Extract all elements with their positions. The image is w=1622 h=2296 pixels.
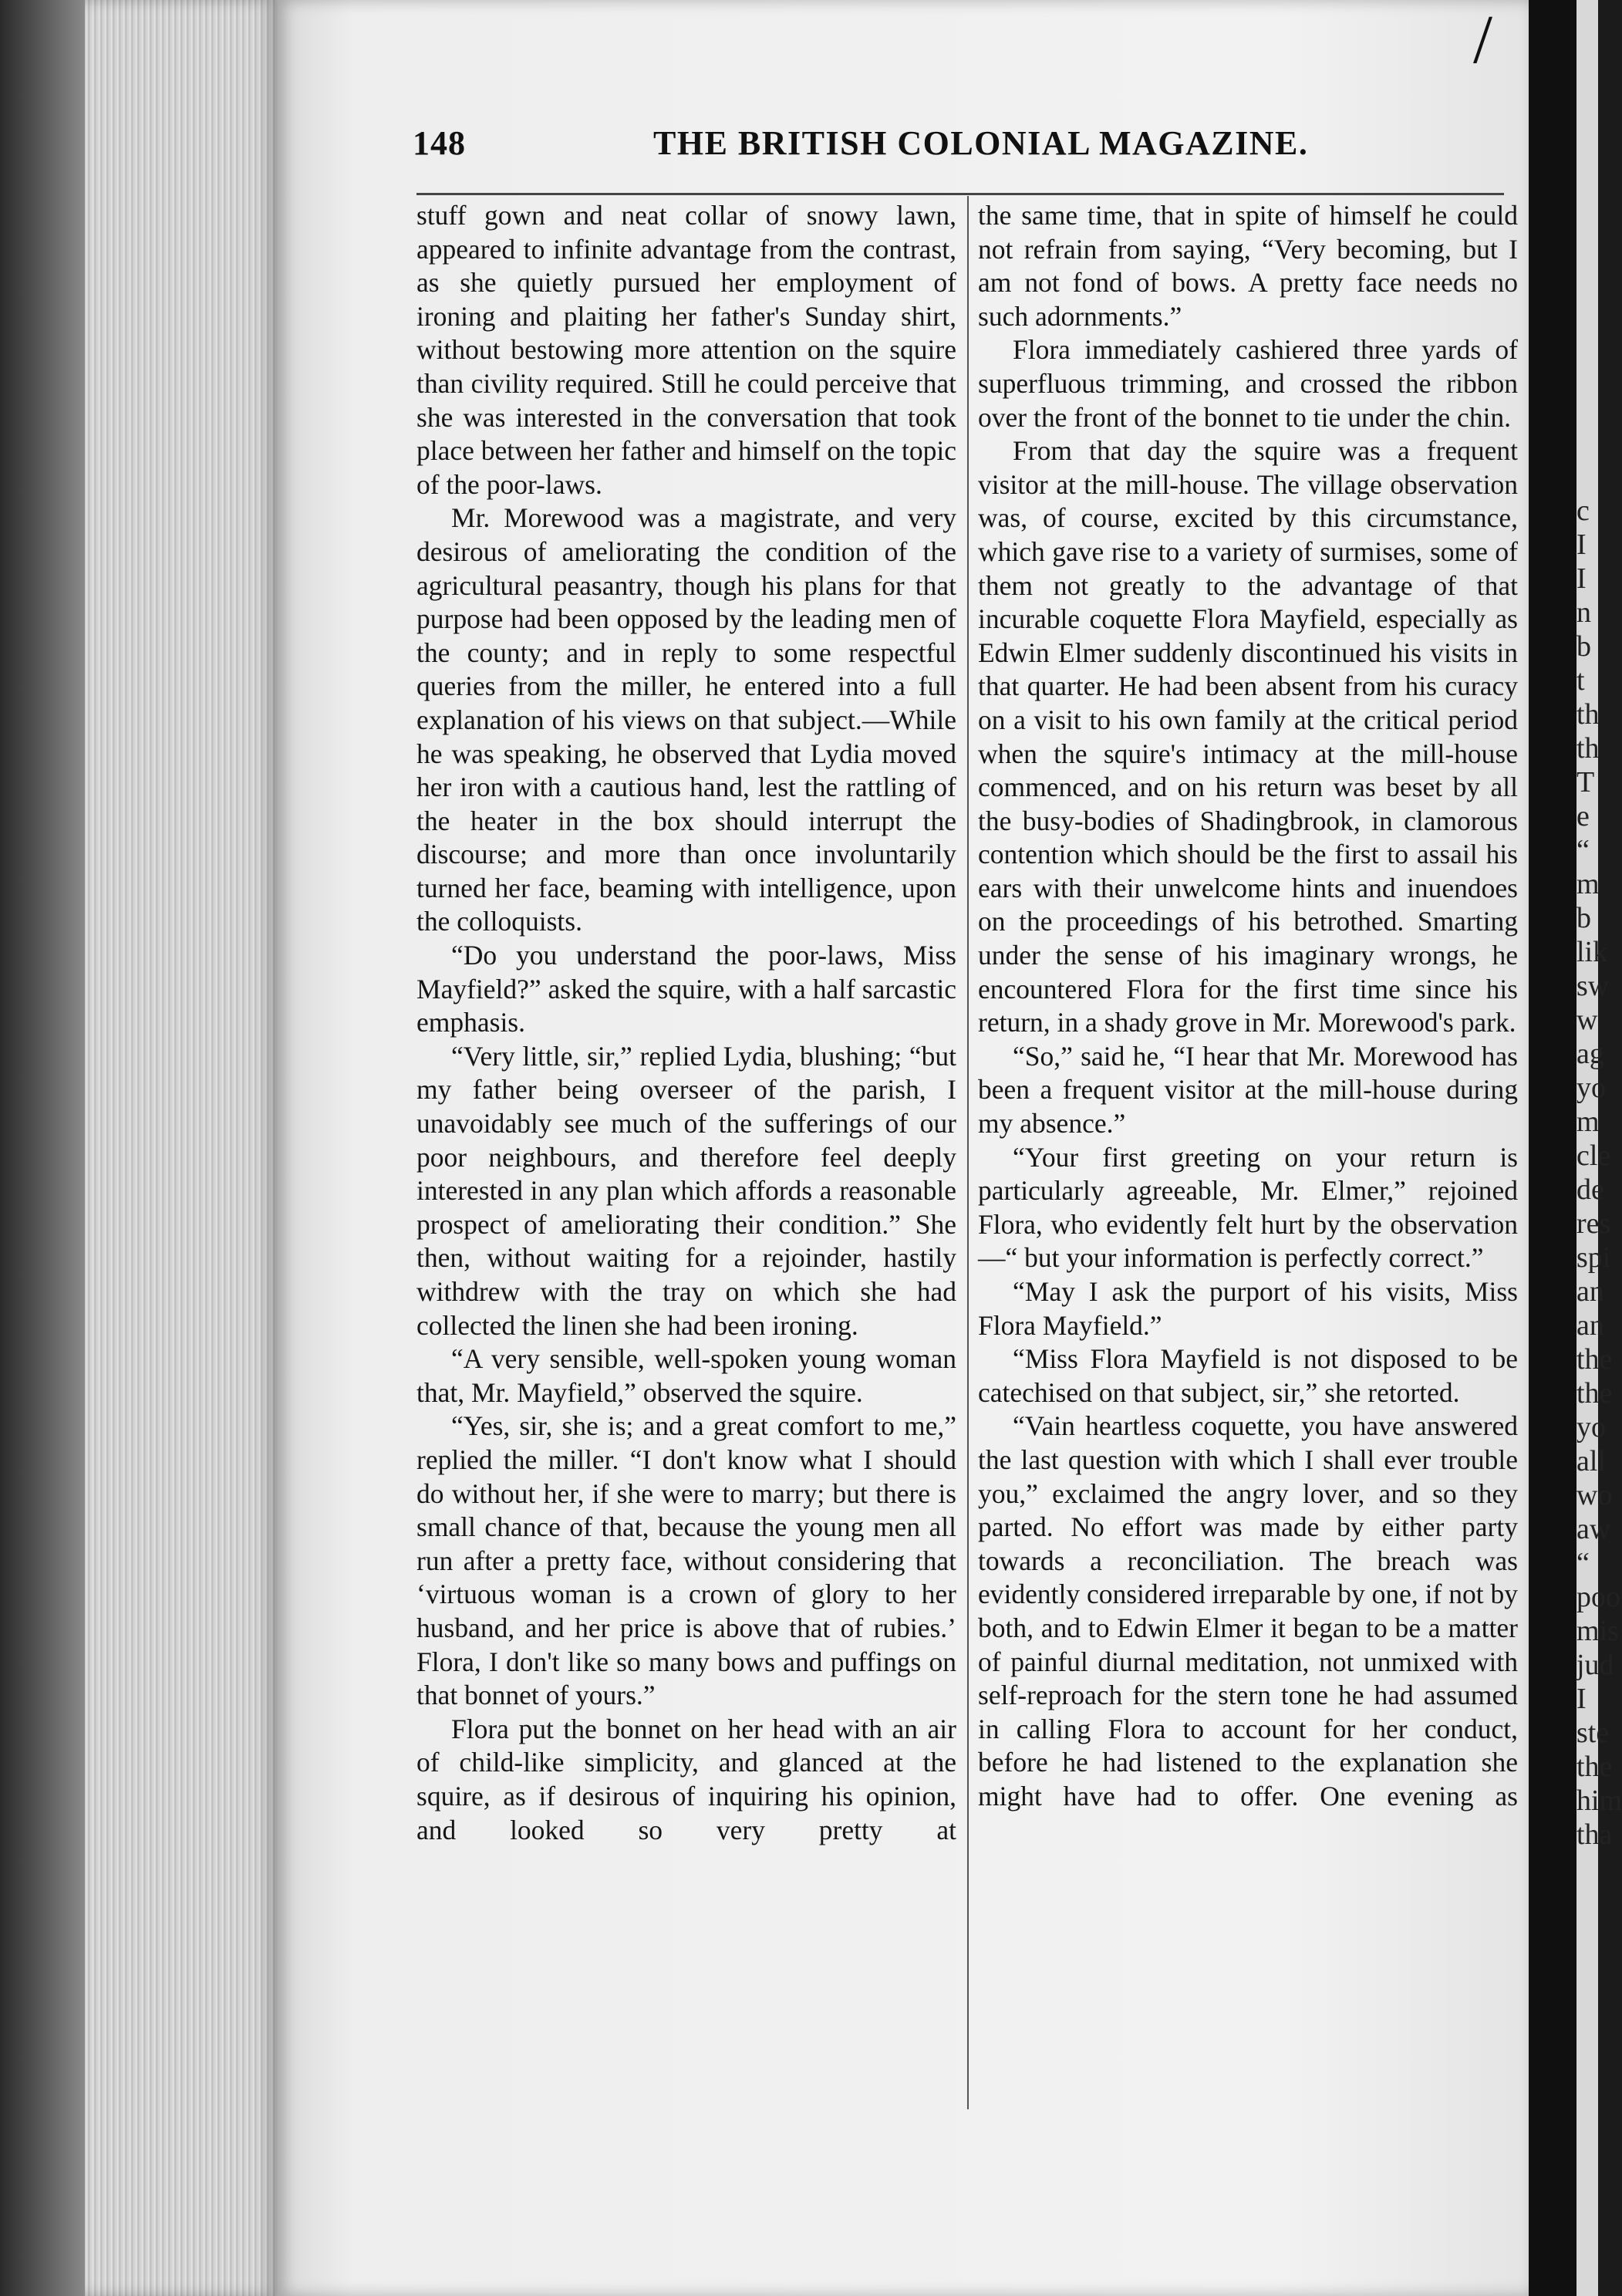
magazine-title: THE BRITISH COLONIAL MAGAZINE.	[653, 124, 1309, 162]
paragraph: Mr. Morewood was a magistrate, and very desirous of ameliorating the condition of the agricultural peasantry, though his plans for that purpose had been opposed by the leading men of the county; and in reply to some respectful queries from the miller, he entered into a full explanation of his views on that subject.—While he was speaking, he observed that Lydia moved her iron with a cautious hand, lest the rattling of the heater in the box should interrupt the discourse; and more than once involuntarily turned her face, beaming with intelligence, upon the colloquists.	[416, 502, 956, 937]
facing-page-fragment: “	[1576, 834, 1590, 866]
facing-page-fragment: the	[1576, 1751, 1613, 1783]
facing-page-fragment: all	[1576, 1445, 1606, 1477]
right-column	[978, 199, 1518, 1814]
facing-page-fragment: e	[1576, 800, 1590, 832]
facing-page-fragment: ste	[1576, 1717, 1610, 1749]
paragraph: “Miss Flora Mayfield is not disposed to be catechised on that subject, sir,” she retorted.	[978, 1343, 1518, 1408]
left-column	[416, 199, 956, 1847]
facing-page-fragment: th	[1576, 698, 1600, 731]
facing-page-fragment: sw	[1576, 970, 1610, 1002]
facing-page-fragment: yo	[1576, 1072, 1606, 1104]
facing-page-fragment: “	[1576, 1547, 1590, 1579]
facing-page-fragment: t	[1576, 664, 1585, 697]
facing-page-fragment: m	[1576, 868, 1600, 900]
facing-page-fragment: c	[1576, 495, 1590, 527]
facing-page-fragment: w	[1576, 1004, 1598, 1036]
facing-page-fragment: yo	[1576, 1411, 1606, 1443]
paragraph: “Very little, sir,” replied Lydia, blushing; “but my father being overseer of the parish, I unavoidably see much of the sufferings of our poor neighbours, and therefore feel deeply interested in any plan which affords a reasonable prospect of ameliorating their condition.” She then, without waiting for a rejoinder, hastily withdrew with the tray on which she had collected the linen she had been ironing.	[416, 1040, 956, 1341]
facing-page-fragment: de	[1576, 1173, 1604, 1206]
paragraph: From that day the squire was a frequent visitor at the mill-house. The village observation was, of course, excited by this circumstance, which gave rise to a variety of surmises, some of them not greatly to the advantage of that incurable coquette Flora Mayfield, especially as Edwin Elmer suddenly discontinued his visits in that quarter. He had been absent from his curacy on a visit to his own family at the critical period when the squire's intimacy at the mill-house commenced, and on his return was beset by all the busy-bodies of Shadingbrook, in clamorous contention which should be the first to assail his ears with their unwelcome hints and inuendoes on the proceedings of his betrothed. Smarting under the sense of his imaginary wrongs, he encountered Flora for the first time since his return, in a shady grove in Mr. Morewood's park.	[978, 435, 1518, 1038]
facing-page-fragment: spi	[1576, 1241, 1611, 1274]
facing-page-fragment: T	[1576, 766, 1595, 799]
running-header	[413, 123, 1508, 170]
facing-page-fragment: th	[1576, 732, 1600, 765]
facing-page-fragment: ag	[1576, 1038, 1604, 1070]
facing-page-fragment: res	[1576, 1207, 1611, 1240]
paragraph: “Do you understand the poor-laws, Miss Mayfield?” asked the squire, with a half sarcastic emphasis.	[416, 940, 956, 1038]
facing-page-fragment: I	[1576, 1683, 1587, 1715]
facing-page-fragment: n	[1576, 596, 1591, 629]
column-divider	[967, 196, 969, 2109]
facing-page-fragment: I	[1576, 562, 1587, 595]
facing-page-fragment: aw	[1576, 1513, 1611, 1545]
paragraph: “So,” said he, “I hear that Mr. Morewood has been a frequent visitor at the mill-house during my absence.”	[978, 1040, 1518, 1140]
facing-page-fragment: b	[1576, 630, 1591, 663]
paragraph: “Your first greeting on your return is particularly agreeable, Mr. Elmer,” rejoined Flora, who evidently felt hurt by the observation—“ but your information is perfectly correct.”	[978, 1141, 1518, 1274]
paragraph: “May I ask the purport of his visits, Miss Flora Mayfield.”	[978, 1276, 1518, 1341]
facing-page-fragment: tha	[1576, 1818, 1613, 1851]
facing-page-fragment: mis	[1576, 1615, 1619, 1647]
facing-page-fragment: the	[1576, 1377, 1613, 1410]
facing-page-fragment: an	[1576, 1309, 1604, 1342]
page-stack-edge	[85, 0, 278, 2296]
facing-page-fragment: the	[1576, 1343, 1613, 1376]
paragraph: stuff gown and neat collar of snowy lawn, appeared to infinite advantage from the contrast, as she quietly pursued her employment of ironing and plaiting her father's Sunday shirt, without bestowing more attention on the squire than civility required. Still he could perceive that she was interested in the conversation that took place between her father and himself on the topic of the poor-laws.	[416, 200, 956, 500]
paragraph: the same time, that in spite of himself he could not refrain from saying, “Very becoming, but I am not fond of bows. A pretty face needs no such adornments.”	[978, 200, 1518, 332]
facing-page-fragment: cle	[1576, 1140, 1611, 1172]
facing-page-fragments	[1576, 494, 1622, 1852]
facing-page-fragment: an	[1576, 1275, 1604, 1308]
facing-page-edge	[1576, 0, 1622, 2296]
facing-page-fragment: wo	[1576, 1479, 1613, 1511]
paragraph: “Yes, sir, she is; and a great comfort to me,” replied the miller. “I don't know what I should do without her, if she were to marry; but there is small chance of that, because the young men all run after a pretty face, without considering that ‘virtuous woman is a crown of glory to her husband, and her price is above that of rubies.’ Flora, I don't like so many bows and puffings on that bonnet of yours.”	[416, 1410, 956, 1711]
header-rule	[416, 193, 1504, 195]
facing-page-fragment: jud	[1576, 1649, 1614, 1681]
facing-page-fragment: I	[1576, 528, 1587, 561]
facing-page-fragment: lik	[1576, 936, 1608, 968]
facing-page-fragment: poo	[1576, 1581, 1620, 1613]
paragraph: Flora put the bonnet on her head with an air of child-like simplicity, and glanced at the squire, as if desirous of inquiring his opinion, and looked so very pretty at	[416, 1713, 956, 1845]
pencil-mark: /	[1473, 2, 1493, 78]
facing-page-fragment: m	[1576, 1106, 1600, 1138]
paragraph: “Vain heartless coquette, you have answered the last question with which I shall ever trouble you,” exclaimed the angry lover, and so they parted. No effort was made by either party towards a reconciliation. The breach was evidently considered irreparable by one, if not by both, and to Edwin Elmer it began to be a matter of painful diurnal meditation, not unmixed with self-reproach for the stern tone he had assumed in calling Flora to account for her conduct, before he had listened to the explanation she might have had to offer. One evening as	[978, 1410, 1518, 1811]
paragraph: Flora immediately cashiered three yards of superfluous trimming, and crossed the ribbon over the front of the bonnet to tie under the chin.	[978, 334, 1518, 433]
page-number: 148	[413, 124, 466, 162]
facing-page-fragment: him	[1576, 1784, 1622, 1817]
book-spine-shadow	[0, 0, 85, 2296]
facing-page-fragment: b	[1576, 902, 1591, 934]
paragraph: “A very sensible, well-spoken young woman that, Mr. Mayfield,” observed the squire.	[416, 1343, 956, 1408]
